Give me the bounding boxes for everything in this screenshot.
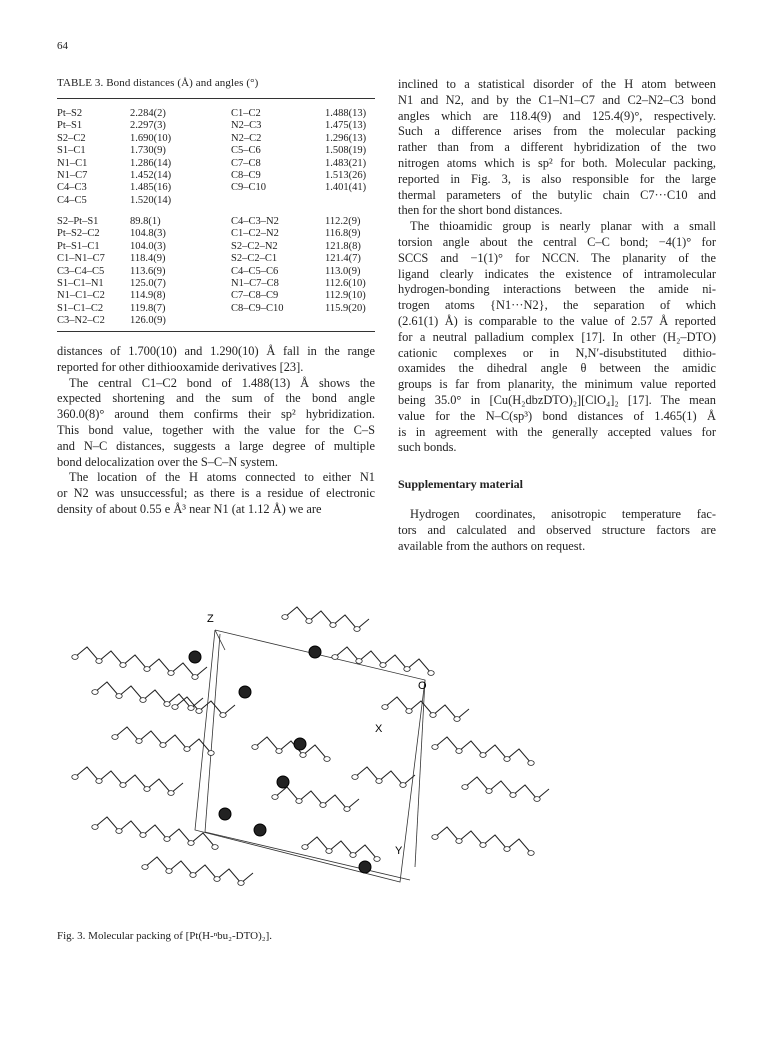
atom	[160, 743, 166, 748]
table-cell: 2.284(2)	[130, 108, 166, 119]
table-caption: TABLE 3. Bond distances (Å) and angles (°)	[57, 77, 259, 89]
table-cell: 115.9(20)	[325, 302, 366, 314]
table-cell: S2–C2	[57, 132, 86, 144]
table-cell: S1–C1–C2	[57, 302, 104, 314]
table-row	[57, 195, 375, 207]
atom	[326, 849, 332, 854]
text-line: then for the short bond distances.	[398, 203, 563, 218]
table-row	[57, 216, 375, 228]
atom	[188, 841, 194, 846]
platinum-atom	[189, 651, 201, 663]
platinum-atom	[254, 824, 266, 836]
atom	[352, 775, 358, 780]
atom	[238, 881, 244, 886]
atom	[504, 757, 510, 762]
molecule-chain	[95, 817, 215, 847]
table-row	[57, 241, 375, 253]
table-cell: C4–C3	[57, 182, 87, 194]
text-line: value for the N–C(sp³) bond distances of 1.465(1) Å	[398, 408, 716, 423]
atom	[164, 702, 170, 707]
platinum-atom	[309, 646, 321, 658]
atom	[140, 698, 146, 703]
table-cell: C7–C8–C9	[231, 290, 279, 302]
atom	[196, 709, 202, 714]
table-cell: 121.8(8)	[325, 240, 361, 252]
table-cell: 1.483(21)	[325, 157, 367, 169]
text-line: cationic complexes or in N,N′-disubstituted dithio-	[398, 345, 716, 360]
atom	[306, 619, 312, 624]
molecule-chain	[435, 827, 531, 853]
axis-label-z: Z	[207, 613, 214, 625]
table-cell: Pt–S2	[57, 108, 83, 119]
table-row	[57, 253, 375, 265]
atom	[214, 877, 220, 882]
molecule-chain	[275, 787, 359, 809]
table-cell: C4–C5	[57, 194, 87, 206]
table-cell: C1–N1–C7	[57, 253, 105, 265]
text-line: This bond value, together with the value for the C–S	[57, 422, 375, 437]
molecular-packing-figure	[55, 592, 575, 920]
atom	[96, 659, 102, 664]
table-cell: 1.296(13)	[325, 132, 367, 144]
table-cell: C3–N2–C2	[57, 315, 105, 327]
atom	[406, 709, 412, 714]
table-cell: 121.4(7)	[325, 253, 361, 265]
table-cell: C5–C6	[231, 145, 261, 157]
atom	[116, 829, 122, 834]
table-cell: 112.9(10)	[325, 290, 366, 302]
text-line: The thioamidic group is nearly planar with a small	[410, 219, 716, 234]
text-line: nitrogen atoms which is sp² for both. Molecular packing,	[398, 155, 716, 170]
table-cell: 125.0(7)	[130, 277, 166, 289]
atom	[428, 671, 434, 676]
molecule-chain	[115, 727, 211, 753]
text-line: or N2 was unsuccessful; as there is a residue of electronic	[57, 486, 375, 501]
text-line: such bonds.	[398, 440, 457, 455]
text-line: ligand clearly indicates the existence of intramolecular	[398, 266, 716, 281]
table-cell: 1.452(14)	[130, 169, 172, 181]
left-column-text	[57, 344, 375, 518]
table-cell: 104.8(3)	[130, 228, 166, 240]
table-cell: S1–C1	[57, 145, 86, 157]
text-line: expected shortening and the sum of the bond angle	[57, 391, 375, 406]
atom	[480, 843, 486, 848]
molecule-chain	[335, 647, 431, 673]
table-top-rule	[57, 98, 375, 99]
atom	[462, 785, 468, 790]
table-row	[57, 120, 375, 132]
atom	[166, 869, 172, 874]
text-line: SCCS and −1(1)° for NCCN. The planarity of the	[398, 250, 716, 265]
table-cell: S2–Pt–S1	[57, 216, 99, 227]
atom	[276, 749, 282, 754]
supplementary-heading: Supplementary material	[398, 477, 523, 491]
atom	[140, 833, 146, 838]
table-cell: 116.8(9)	[325, 228, 361, 240]
bond-angles-table	[57, 216, 375, 328]
molecule-chain	[145, 857, 253, 883]
text-line: 360.0(8)° around them confirms their sp² hybridization.	[57, 407, 375, 422]
table-cell: Pt–S1–C1	[57, 240, 100, 252]
atom	[192, 675, 198, 680]
atom	[116, 694, 122, 699]
atom	[168, 791, 174, 796]
atom	[272, 795, 278, 800]
axis-label-x: X	[375, 723, 383, 735]
atom	[376, 779, 382, 784]
text-line: is in agreement with the generally accepted values for	[398, 424, 716, 439]
atom	[112, 735, 118, 740]
text-line: for a neutral palladium complex [17]. In other (H₂–DTO)	[398, 329, 716, 344]
atom	[252, 745, 258, 750]
table-cell: N1–C1	[57, 157, 88, 169]
packing-drawing	[55, 592, 575, 920]
atom	[528, 851, 534, 856]
atom	[332, 655, 338, 660]
axis-label-y: Y	[395, 845, 403, 857]
table-row	[57, 182, 375, 194]
table-cell: C8–C9–C10	[231, 302, 284, 314]
table-cell: C8–C9	[231, 169, 261, 181]
platinum-atom	[239, 686, 251, 698]
table-cell: 1.513(26)	[325, 169, 367, 181]
text-line: hydrogen-bonding interactions between the amide ni-	[398, 282, 716, 297]
table-cell: 1.488(13)	[325, 108, 367, 119]
atom	[350, 853, 356, 858]
molecule-chain	[255, 737, 327, 759]
table-cell: C9–C10	[231, 182, 267, 194]
atom	[480, 753, 486, 758]
platinum-atom	[219, 808, 231, 820]
table-cell: Pt–S2–C2	[57, 228, 100, 240]
table-cell: 1.401(41)	[325, 182, 367, 194]
table-cell: 118.4(9)	[130, 253, 166, 265]
atom	[454, 717, 460, 722]
right-column-text	[398, 77, 716, 456]
atom	[382, 705, 388, 710]
table-cell: C3–C4–C5	[57, 265, 105, 277]
atom	[96, 779, 102, 784]
atom	[504, 847, 510, 852]
text-line: (2.61(1) Å) is comparable to the value of 2.57 Å reported	[398, 313, 716, 328]
table-cell: 2.297(3)	[130, 120, 166, 132]
atom	[430, 713, 436, 718]
text-line: rather than from a different hybridization of the two	[398, 140, 716, 155]
table-cell: 1.286(14)	[130, 157, 172, 169]
atom	[432, 745, 438, 750]
text-line: available from the authors on request.	[398, 538, 586, 553]
table-cell: N1–C1–C2	[57, 290, 105, 302]
atom	[486, 789, 492, 794]
atom	[120, 783, 126, 788]
table-row	[57, 108, 375, 120]
platinum-atom	[277, 776, 289, 788]
atom	[188, 706, 194, 711]
atom	[208, 751, 214, 756]
table-cell: S1–C1–N1	[57, 277, 104, 289]
text-line: torsion angle about the central C–C bond; −4(1)° for	[398, 234, 716, 249]
table-cell: Pt–S1	[57, 120, 83, 132]
molecule-chain	[285, 607, 369, 629]
text-line: reported for other dithiooxamide derivatives [23].	[57, 359, 304, 374]
text-line: being 35.0° in [Cu(H₂dbzDTO)₂][ClO₄]₂ [17]. The mean	[398, 392, 716, 407]
text-line: The location of the H atoms connected to either N1	[69, 470, 375, 485]
text-line: trogen atoms {N1···N2}, the separation of which	[398, 298, 716, 313]
table-row	[57, 133, 375, 145]
table-row	[57, 228, 375, 240]
text-line: N1 and N2, and by the C1–N1–C7 and C2–N2–C3 bond	[398, 92, 716, 107]
table-bottom-rule	[57, 331, 375, 332]
atom	[356, 659, 362, 664]
table-cell: C7–C8	[231, 157, 261, 169]
table-cell: S2–C2–C1	[231, 253, 278, 265]
atom	[528, 761, 534, 766]
text-line: The central C1–C2 bond of 1.488(13) Å shows the	[69, 375, 375, 390]
table-cell: 1.485(16)	[130, 182, 172, 194]
atom	[168, 671, 174, 676]
table-cell: 1.508(19)	[325, 145, 367, 157]
table-cell: 89.8(1)	[130, 216, 161, 227]
text-line: density of about 0.55 e Å³ near N1 (at 1.12 Å) we are	[57, 501, 322, 516]
page-number: 64	[57, 40, 68, 52]
table-cell: C4–C3–N2	[231, 216, 279, 227]
supplementary-text	[398, 507, 716, 554]
atom	[300, 753, 306, 758]
atom	[72, 655, 78, 660]
text-line: Hydrogen coordinates, anisotropic temperature fac-	[410, 507, 716, 521]
platinum-atom	[359, 861, 371, 873]
atom	[92, 690, 98, 695]
molecule-chain	[95, 682, 203, 708]
table-cell: C4–C5–C6	[231, 265, 279, 277]
molecule-chain	[435, 737, 531, 763]
atom	[400, 783, 406, 788]
platinum-atom	[294, 738, 306, 750]
table-row	[57, 158, 375, 170]
atom	[184, 747, 190, 752]
table-row	[57, 290, 375, 302]
atom	[320, 803, 326, 808]
table-cell: 112.2(9)	[325, 216, 361, 227]
table-cell: C1–C2	[231, 108, 261, 119]
atom	[220, 713, 226, 718]
atom	[330, 623, 336, 628]
text-line: Such a difference arises from the molecular packing	[398, 124, 716, 139]
table-cell: 126.0(9)	[130, 315, 166, 327]
molecule-chain	[355, 767, 415, 785]
atom	[380, 663, 386, 668]
atom	[120, 663, 126, 668]
atom	[92, 825, 98, 830]
text-line: reported in Fig. 3, is also responsible for the large	[398, 171, 716, 186]
atom	[456, 839, 462, 844]
atom	[324, 757, 330, 762]
table-cell: S2–C2–N2	[231, 240, 278, 252]
table-row	[57, 303, 375, 315]
atom	[172, 705, 178, 710]
table-cell: 1.520(14)	[130, 194, 172, 206]
atom	[456, 749, 462, 754]
atom	[296, 799, 302, 804]
table-cell: 1.690(10)	[130, 132, 172, 144]
bond-distances-table	[57, 108, 375, 207]
atom	[144, 787, 150, 792]
table-cell: 114.9(8)	[130, 290, 166, 302]
text-line: distances of 1.700(10) and 1.290(10) Å fall in the range	[57, 344, 375, 358]
table-row	[57, 278, 375, 290]
axis-label-o: O	[418, 680, 427, 692]
table-cell: C1–C2–N2	[231, 228, 279, 240]
table-row	[57, 315, 375, 327]
table-cell: 112.6(10)	[325, 277, 366, 289]
atom	[534, 797, 540, 802]
table-cell: 104.0(3)	[130, 240, 166, 252]
table-row	[57, 145, 375, 157]
molecule-chain	[75, 767, 183, 793]
table-cell: N2–C3	[231, 120, 262, 132]
atom	[302, 845, 308, 850]
atom	[354, 627, 360, 632]
text-line: angles which are 118.4(9) and 125.4(9)°, respectively.	[398, 108, 716, 123]
table-row	[57, 170, 375, 182]
table-row	[57, 266, 375, 278]
atom	[374, 857, 380, 862]
text-line: inclined to a statistical disorder of the H atom between	[398, 77, 716, 91]
figure-caption: Fig. 3. Molecular packing of [Pt(H-ⁿbu₂-DTO)₂].	[57, 930, 272, 942]
atom	[190, 873, 196, 878]
table-cell: 1.475(13)	[325, 120, 367, 132]
molecule-chain	[175, 697, 235, 715]
table-cell: 113.0(9)	[325, 265, 361, 277]
text-line: groups is far from planarity, the minimum value reported	[398, 377, 716, 392]
atom	[344, 807, 350, 812]
atom	[510, 793, 516, 798]
text-line: and N–C distances, suggests a large degree of multiple	[57, 438, 375, 453]
atom	[136, 739, 142, 744]
molecule-chain	[305, 837, 377, 859]
table-cell: 119.8(7)	[130, 302, 166, 314]
text-line: oxamides the dihedral angle θ between the amidic	[398, 361, 716, 376]
atom	[432, 835, 438, 840]
table-cell: N2–C2	[231, 132, 262, 144]
molecule-chain	[75, 647, 207, 677]
atom	[164, 837, 170, 842]
atom	[142, 865, 148, 870]
molecule-chain	[465, 777, 549, 799]
text-line: bond delocalization over the S–C–N system.	[57, 454, 278, 469]
table-cell: N1–C7–C8	[231, 277, 279, 289]
text-line: tors and calculated and observed structure factors are	[398, 522, 716, 537]
atom	[212, 845, 218, 850]
molecule-chain	[385, 697, 469, 719]
atom	[404, 667, 410, 672]
table-cell: N1–C7	[57, 169, 88, 181]
atom	[72, 775, 78, 780]
atom	[282, 615, 288, 620]
table-cell: 113.6(9)	[130, 265, 166, 277]
text-line: thermal parameters of the butylic chain C7···C10 and	[398, 187, 716, 202]
atom	[144, 667, 150, 672]
table-cell: 1.730(9)	[130, 145, 166, 157]
